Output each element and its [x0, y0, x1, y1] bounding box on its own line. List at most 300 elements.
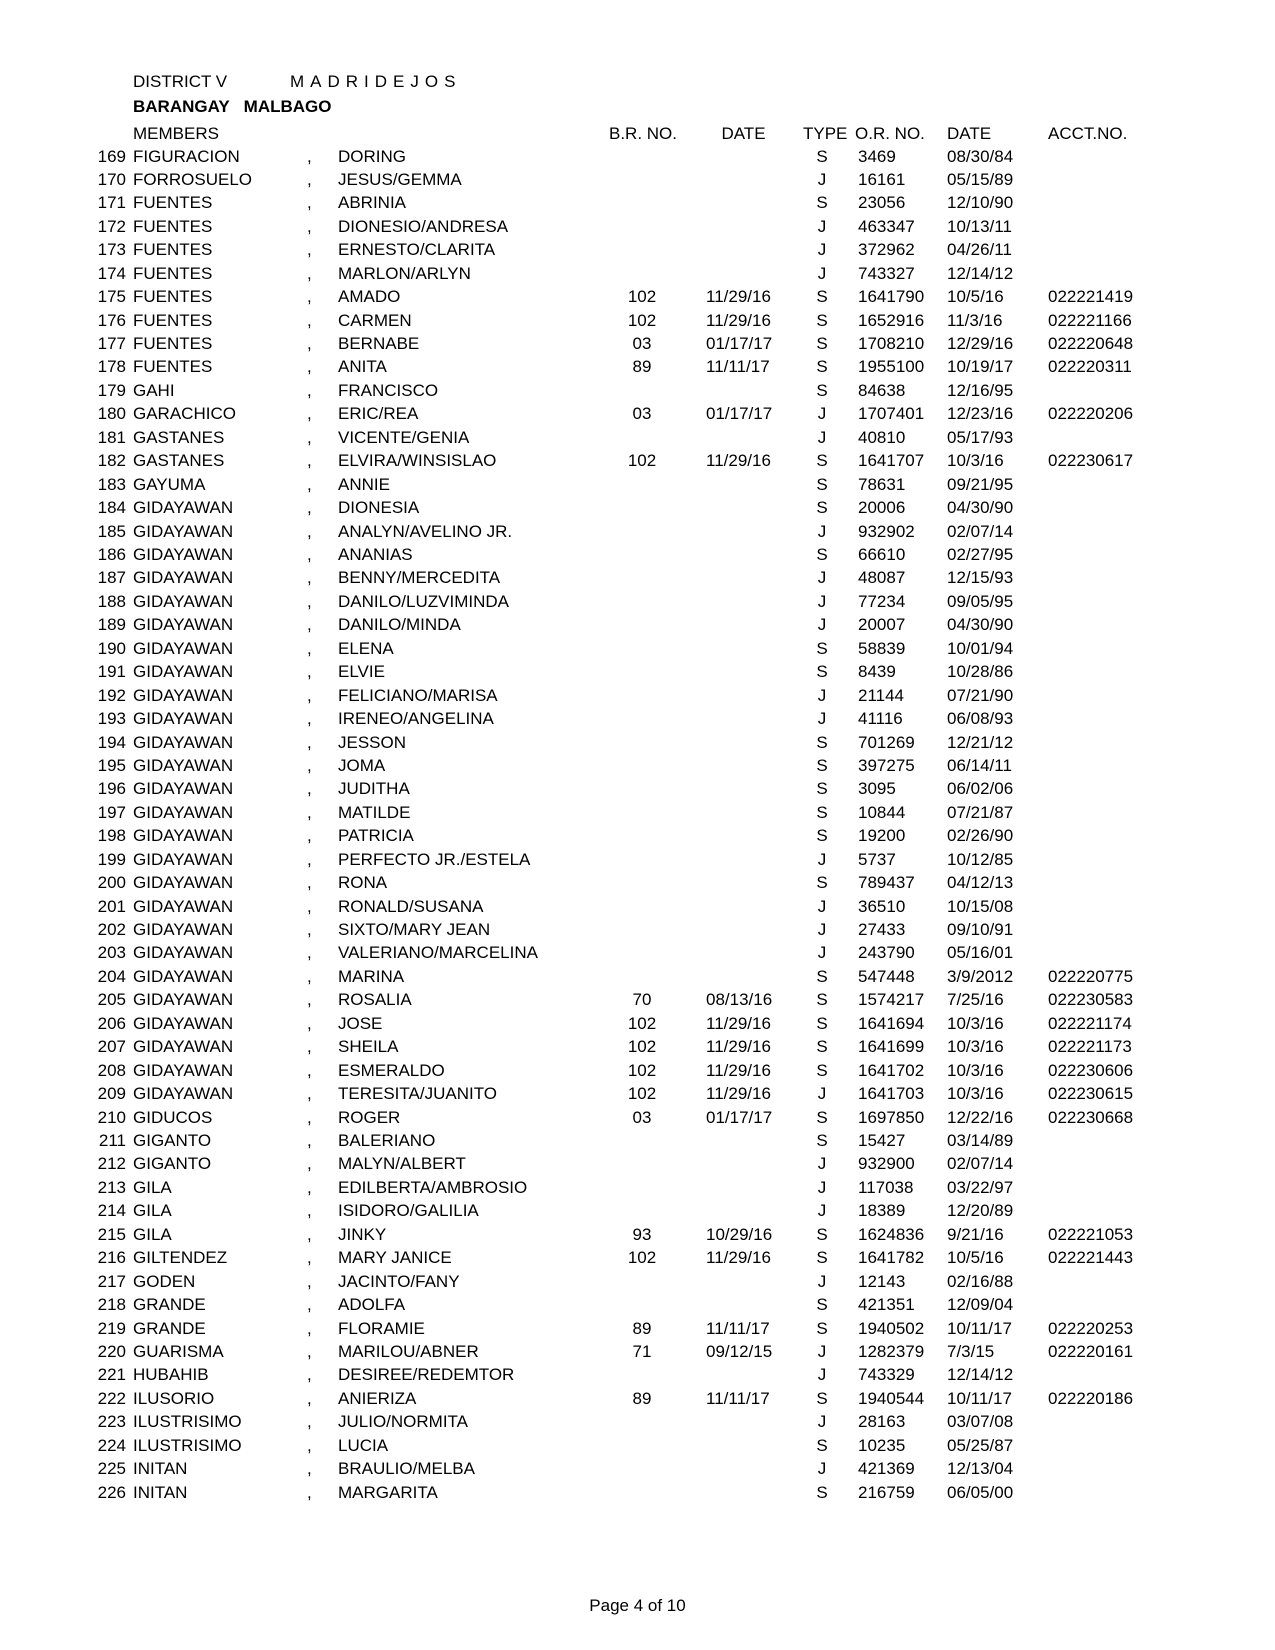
member-surname: HUBAHIB: [133, 1365, 209, 1385]
or-date: 10/3/16: [947, 1084, 1004, 1104]
or-number: 77234: [858, 591, 906, 611]
barangay-label: BARANGAY: [133, 97, 230, 116]
member-type: S: [816, 498, 828, 518]
name-separator: ,: [307, 357, 312, 377]
name-separator: ,: [307, 1412, 312, 1432]
or-number: 48087: [858, 568, 906, 588]
row-number: 224: [97, 1435, 126, 1455]
or-number: 1708210: [858, 334, 925, 354]
member-given-name: JUDITHA: [338, 779, 410, 799]
table-row: [0, 592, 1275, 615]
member-surname: GIDAYAWAN: [133, 802, 234, 822]
row-number: 178: [97, 357, 126, 377]
member-type: S: [816, 755, 828, 775]
member-type: J: [817, 1459, 827, 1479]
member-type: S: [816, 1318, 828, 1338]
row-number: 193: [97, 709, 126, 729]
member-surname: GIDAYAWAN: [133, 685, 234, 705]
member-type: S: [816, 990, 828, 1010]
br-number: 03: [632, 404, 652, 424]
member-given-name: MARLON/ARLYN: [338, 263, 471, 283]
table-row: [0, 639, 1275, 662]
name-separator: ,: [307, 873, 312, 893]
member-surname: GIDUCOS: [133, 1107, 213, 1127]
member-type: S: [816, 310, 828, 330]
name-separator: ,: [307, 146, 312, 166]
name-separator: ,: [307, 1295, 312, 1315]
or-date: 05/15/89: [947, 169, 1014, 189]
member-type: S: [816, 287, 828, 307]
member-given-name: ABRINIA: [338, 193, 407, 213]
member-given-name: PERFECTO JR./ESTELA: [338, 849, 531, 869]
table-row: [0, 170, 1275, 193]
member-type: S: [816, 662, 828, 682]
column-header-or-no: O.R. NO.: [855, 124, 925, 143]
table-row: [0, 1014, 1275, 1037]
member-surname: GIDAYAWAN: [133, 1060, 234, 1080]
member-type: S: [816, 544, 828, 564]
name-separator: ,: [307, 638, 312, 658]
br-number: 03: [632, 1107, 652, 1127]
member-type: J: [817, 169, 827, 189]
member-surname: GIDAYAWAN: [133, 662, 234, 682]
row-number: 216: [97, 1248, 126, 1268]
or-date: 10/3/16: [947, 451, 1004, 471]
member-given-name: ELVIE: [338, 662, 385, 682]
or-date: 06/05/00: [947, 1482, 1014, 1502]
or-number: 372962: [858, 240, 915, 260]
name-separator: ,: [307, 1459, 312, 1479]
row-number: 200: [97, 873, 126, 893]
or-number: 243790: [858, 943, 915, 963]
or-number: 1641782: [858, 1248, 925, 1268]
name-separator: ,: [307, 1224, 312, 1244]
or-number: 1955100: [858, 357, 925, 377]
br-date: 11/11/17: [706, 357, 770, 377]
table-row: [0, 264, 1275, 287]
member-given-name: ERIC/REA: [338, 404, 419, 424]
name-separator: ,: [307, 896, 312, 916]
br-date: 01/17/17: [706, 334, 773, 354]
or-number: 932902: [858, 521, 915, 541]
br-date: 11/29/16: [706, 451, 771, 471]
or-date: 02/07/14: [947, 1154, 1014, 1174]
or-date: 03/07/08: [947, 1412, 1014, 1432]
or-number: 1652916: [858, 310, 925, 330]
br-date: 08/13/16: [706, 990, 773, 1010]
member-surname: FUENTES: [133, 240, 213, 260]
member-type: J: [817, 943, 827, 963]
member-given-name: DANILO/LUZVIMINDA: [338, 591, 509, 611]
account-number: 022221053: [1048, 1224, 1134, 1244]
table-row: [0, 920, 1275, 943]
member-surname: GIDAYAWAN: [133, 521, 234, 541]
table-row: [0, 193, 1275, 216]
or-number: 66610: [858, 544, 906, 564]
member-surname: GIDAYAWAN: [133, 943, 234, 963]
member-given-name: AMADO: [338, 287, 401, 307]
row-number: 189: [97, 615, 126, 635]
or-number: 421369: [858, 1459, 915, 1479]
row-number: 208: [97, 1060, 126, 1080]
or-date: 9/21/16: [947, 1224, 1004, 1244]
or-date: 12/09/04: [947, 1295, 1014, 1315]
table-row: [0, 522, 1275, 545]
row-number: 199: [97, 849, 126, 869]
or-number: 701269: [858, 732, 915, 752]
member-type: J: [817, 1271, 827, 1291]
member-surname: ILUSTRISIMO: [133, 1412, 242, 1432]
row-number: 185: [97, 521, 126, 541]
member-surname: GILA: [133, 1201, 172, 1221]
name-separator: ,: [307, 498, 312, 518]
member-surname: GIDAYAWAN: [133, 990, 234, 1010]
br-number: 102: [627, 1013, 657, 1033]
table-row: [0, 803, 1275, 826]
member-surname: GIGANTO: [133, 1154, 212, 1174]
member-surname: GIDAYAWAN: [133, 826, 234, 846]
member-type: J: [817, 216, 827, 236]
or-date: 10/15/08: [947, 896, 1014, 916]
or-date: 12/20/89: [947, 1201, 1014, 1221]
account-number: 022230617: [1048, 451, 1134, 471]
or-number: 1940502: [858, 1318, 925, 1338]
row-number: 176: [97, 310, 126, 330]
member-given-name: ROGER: [338, 1107, 401, 1127]
row-number: 202: [97, 920, 126, 940]
name-separator: ,: [307, 615, 312, 635]
or-number: 1282379: [858, 1341, 925, 1361]
row-number: 201: [97, 896, 126, 916]
member-type: J: [817, 896, 827, 916]
member-type: S: [816, 1482, 828, 1502]
member-given-name: CARMEN: [338, 310, 412, 330]
account-number: 022220648: [1048, 334, 1134, 354]
or-date: 12/23/16: [947, 404, 1014, 424]
member-given-name: ANANIAS: [338, 544, 413, 564]
member-given-name: MARINA: [338, 966, 405, 986]
name-separator: ,: [307, 451, 312, 471]
or-number: 1641703: [858, 1084, 925, 1104]
or-number: 463347: [858, 216, 915, 236]
member-type: J: [817, 1084, 827, 1104]
row-number: 170: [97, 169, 126, 189]
br-date: 11/29/16: [706, 1084, 771, 1104]
or-date: 10/01/94: [947, 638, 1014, 658]
member-type: S: [816, 193, 828, 213]
br-number: 89: [632, 357, 652, 377]
member-given-name: JULIO/NORMITA: [338, 1412, 469, 1432]
br-number: 102: [627, 1060, 657, 1080]
or-number: 84638: [858, 380, 906, 400]
or-date: 07/21/90: [947, 685, 1014, 705]
br-number: 102: [627, 1037, 657, 1057]
or-number: 12143: [858, 1271, 906, 1291]
name-separator: ,: [307, 990, 312, 1010]
or-date: 04/30/90: [947, 615, 1014, 635]
name-separator: ,: [307, 1435, 312, 1455]
member-surname: GARACHICO: [133, 404, 236, 424]
account-number: 022230615: [1048, 1084, 1134, 1104]
br-date: 09/12/15: [706, 1341, 773, 1361]
member-given-name: RONA: [338, 873, 388, 893]
name-separator: ,: [307, 802, 312, 822]
column-header-or-date: DATE: [947, 124, 992, 143]
table-row: [0, 1389, 1275, 1412]
row-number: 179: [97, 380, 126, 400]
name-separator: ,: [307, 169, 312, 189]
table-row: [0, 147, 1275, 170]
or-date: 09/05/95: [947, 591, 1014, 611]
table-row: [0, 1365, 1275, 1388]
or-number: 10235: [858, 1435, 906, 1455]
br-number: 102: [627, 451, 657, 471]
table-row: [0, 1436, 1275, 1459]
row-number: 198: [97, 826, 126, 846]
or-number: 18389: [858, 1201, 906, 1221]
member-type: S: [816, 1388, 828, 1408]
row-number: 171: [97, 193, 126, 213]
member-surname: ILUSORIO: [133, 1388, 215, 1408]
member-surname: FORROSUELO: [133, 169, 253, 189]
table-row: [0, 498, 1275, 521]
name-separator: ,: [307, 849, 312, 869]
br-date: 11/29/16: [706, 1037, 771, 1057]
br-date: 11/29/16: [706, 287, 771, 307]
member-type: S: [816, 1130, 828, 1150]
account-number: 022221174: [1048, 1013, 1132, 1033]
member-given-name: MARGARITA: [338, 1482, 438, 1502]
member-type: J: [817, 568, 827, 588]
table-row: [0, 1412, 1275, 1435]
account-number: 022230583: [1048, 990, 1134, 1010]
member-given-name: SIXTO/MARY JEAN: [338, 920, 491, 940]
table-row: [0, 709, 1275, 732]
member-surname: GODEN: [133, 1271, 196, 1291]
or-date: 7/25/16: [947, 990, 1004, 1010]
member-type: J: [817, 1154, 827, 1174]
member-surname: GAYUMA: [133, 474, 206, 494]
row-number: 211: [98, 1130, 126, 1150]
member-type: J: [817, 427, 827, 447]
member-surname: GIDAYAWAN: [133, 779, 234, 799]
member-given-name: FRANCISCO: [338, 380, 439, 400]
row-number: 187: [97, 568, 126, 588]
member-type: J: [817, 709, 827, 729]
or-date: 10/12/85: [947, 849, 1014, 869]
name-separator: ,: [307, 966, 312, 986]
name-separator: ,: [307, 521, 312, 541]
or-date: 10/5/16: [947, 1248, 1004, 1268]
table-row: [0, 1084, 1275, 1107]
row-number: 225: [97, 1459, 126, 1479]
or-date: 12/15/93: [947, 568, 1014, 588]
name-separator: ,: [307, 1060, 312, 1080]
table-row: [0, 334, 1275, 357]
table-row: [0, 1295, 1275, 1318]
name-separator: ,: [307, 287, 312, 307]
or-number: 1641702: [858, 1060, 925, 1080]
or-number: 10844: [858, 802, 906, 822]
table-row: [0, 1154, 1275, 1177]
member-surname: FUENTES: [133, 334, 213, 354]
name-separator: ,: [307, 920, 312, 940]
table-row: [0, 686, 1275, 709]
br-date: 11/29/16: [706, 310, 771, 330]
member-surname: FUENTES: [133, 310, 213, 330]
member-surname: GIDAYAWAN: [133, 1037, 234, 1057]
members-label: MEMBERS: [133, 124, 219, 143]
name-separator: ,: [307, 334, 312, 354]
row-number: 221: [97, 1365, 126, 1385]
member-surname: GASTANES: [133, 451, 225, 471]
table-row: [0, 475, 1275, 498]
table-row: [0, 1225, 1275, 1248]
member-given-name: JACINTO/FANY: [338, 1271, 460, 1291]
row-number: 207: [97, 1037, 126, 1057]
member-type: S: [816, 638, 828, 658]
br-date: 11/29/16: [706, 1060, 771, 1080]
table-row: [0, 756, 1275, 779]
account-number: 022220186: [1048, 1388, 1134, 1408]
member-surname: GIDAYAWAN: [133, 732, 234, 752]
row-number: 195: [97, 755, 126, 775]
row-number: 215: [97, 1224, 126, 1244]
table-row: [0, 217, 1275, 240]
name-separator: ,: [307, 826, 312, 846]
row-number: 169: [97, 146, 126, 166]
member-given-name: ROSALIA: [338, 990, 412, 1010]
member-surname: GIGANTO: [133, 1130, 212, 1150]
member-surname: GILA: [133, 1177, 172, 1197]
br-date: 10/29/16: [706, 1224, 773, 1244]
or-number: 16161: [858, 169, 906, 189]
br-date: 01/17/17: [706, 404, 773, 424]
table-row: [0, 1131, 1275, 1154]
member-type: S: [816, 873, 828, 893]
or-date: 02/27/95: [947, 544, 1014, 564]
row-number: 209: [97, 1084, 126, 1104]
or-date: 06/02/06: [947, 779, 1014, 799]
member-surname: GIDAYAWAN: [133, 966, 234, 986]
member-given-name: ERNESTO/CLARITA: [338, 240, 496, 260]
member-given-name: ANALYN/AVELINO JR.: [338, 521, 513, 541]
br-number: 102: [627, 1084, 657, 1104]
or-date: 10/11/17: [947, 1318, 1012, 1338]
member-given-name: DORING: [338, 146, 406, 166]
name-separator: ,: [307, 1084, 312, 1104]
member-type: J: [817, 1201, 827, 1221]
table-row: [0, 662, 1275, 685]
member-surname: GIDAYAWAN: [133, 709, 234, 729]
member-type: S: [816, 451, 828, 471]
or-date: 02/07/14: [947, 521, 1014, 541]
member-given-name: BENNY/MERCEDITA: [338, 568, 501, 588]
or-number: 28163: [858, 1412, 906, 1432]
row-number: 182: [97, 451, 126, 471]
or-number: 1707401: [858, 404, 925, 424]
row-number: 188: [97, 591, 126, 611]
account-number: 022221419: [1048, 287, 1134, 307]
row-number: 183: [97, 474, 126, 494]
or-number: 1641699: [858, 1037, 925, 1057]
row-number: 226: [97, 1482, 126, 1502]
member-type: J: [817, 240, 827, 260]
column-header-br-no: B.R. NO.: [608, 124, 677, 143]
member-surname: FUENTES: [133, 287, 213, 307]
member-type: J: [817, 1365, 827, 1385]
table-row: [0, 1272, 1275, 1295]
member-given-name: ELENA: [338, 638, 394, 658]
or-date: 12/21/12: [947, 732, 1014, 752]
member-type: S: [816, 146, 828, 166]
br-number: 93: [632, 1224, 652, 1244]
name-separator: ,: [307, 193, 312, 213]
member-given-name: MATILDE: [338, 802, 411, 822]
name-separator: ,: [307, 1365, 312, 1385]
name-separator: ,: [307, 568, 312, 588]
or-number: 20007: [858, 615, 906, 635]
or-number: 27433: [858, 920, 906, 940]
account-number: 022221443: [1048, 1248, 1134, 1268]
member-given-name: PATRICIA: [338, 826, 414, 846]
or-number: 36510: [858, 896, 906, 916]
or-number: 21144: [858, 685, 905, 705]
row-number: 219: [97, 1318, 126, 1338]
member-type: S: [816, 1037, 828, 1057]
member-given-name: JESUS/GEMMA: [338, 169, 462, 189]
or-date: 09/21/95: [947, 474, 1014, 494]
br-date: 11/29/16: [706, 1248, 771, 1268]
member-given-name: ELVIRA/WINSISLAO: [338, 451, 497, 471]
member-surname: FUENTES: [133, 193, 213, 213]
member-surname: GAHI: [133, 380, 175, 400]
row-number: 174: [97, 263, 126, 283]
row-number: 212: [97, 1154, 126, 1174]
name-separator: ,: [307, 216, 312, 236]
member-type: S: [816, 1295, 828, 1315]
name-separator: ,: [307, 1130, 312, 1150]
or-number: 743329: [858, 1365, 915, 1385]
row-number: 190: [97, 638, 126, 658]
member-surname: GIDAYAWAN: [133, 498, 234, 518]
or-date: 02/26/90: [947, 826, 1014, 846]
row-number: 205: [97, 990, 126, 1010]
member-given-name: BRAULIO/MELBA: [338, 1459, 475, 1479]
member-surname: GIDAYAWAN: [133, 638, 234, 658]
member-given-name: JOMA: [338, 755, 386, 775]
or-number: 3095: [858, 779, 896, 799]
page-footer: Page 4 of 10: [589, 1596, 686, 1615]
member-type: J: [817, 1412, 827, 1432]
br-number: 03: [632, 334, 652, 354]
br-number: 102: [627, 310, 657, 330]
name-separator: ,: [307, 474, 312, 494]
name-separator: ,: [307, 240, 312, 260]
name-separator: ,: [307, 943, 312, 963]
member-type: J: [817, 263, 827, 283]
or-date: 12/14/12: [947, 1365, 1014, 1385]
district-label: DISTRICT V: [133, 72, 228, 91]
member-surname: GIDAYAWAN: [133, 1084, 234, 1104]
member-given-name: ANITA: [338, 357, 387, 377]
member-type: J: [817, 404, 827, 424]
name-separator: ,: [307, 1013, 312, 1033]
member-surname: GASTANES: [133, 427, 225, 447]
member-given-name: DIONESIA: [338, 498, 420, 518]
table-row: [0, 404, 1275, 427]
member-given-name: ADOLFA: [338, 1295, 406, 1315]
